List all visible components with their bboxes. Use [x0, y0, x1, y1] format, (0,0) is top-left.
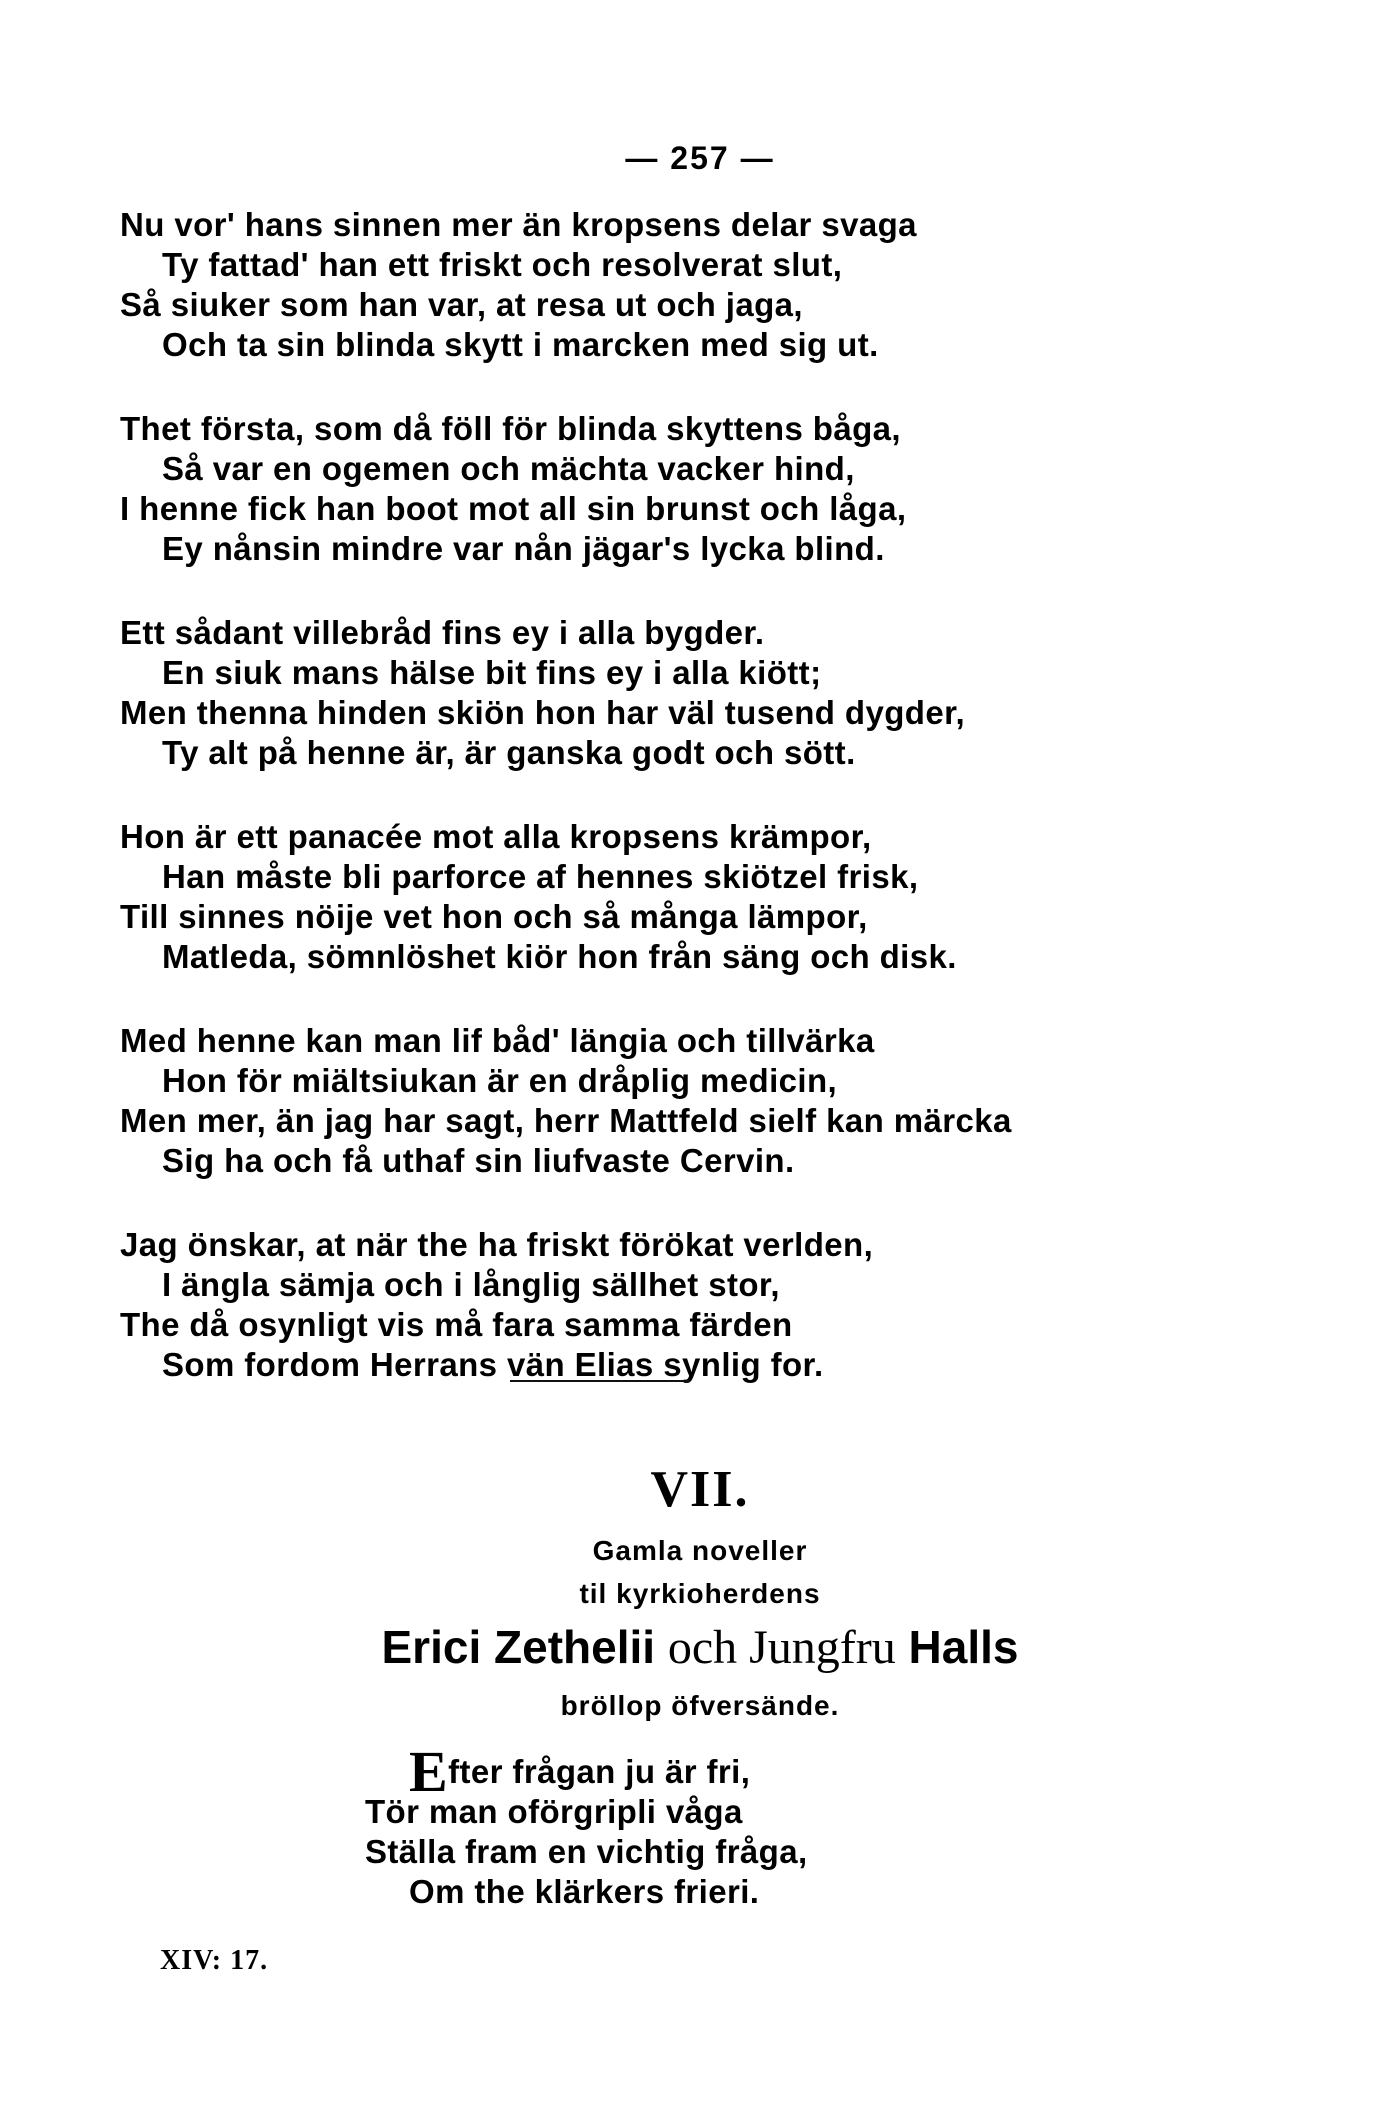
opening-verse	[365, 1739, 1065, 1912]
verse-line: Ett sådant villebråd fins ey i alla bygder.	[120, 614, 765, 651]
name-halls: Halls	[908, 1621, 1019, 1673]
verse-line: Som fordom Herrans vän Elias synlig for.	[162, 1346, 824, 1383]
verse-line: Thet första, som då föll för blinda skyttens båga,	[120, 410, 901, 447]
verse-line: Nu vor' hans sinnen mer än kropsens delar svaga	[120, 206, 917, 243]
verse-line: The då osynligt vis må fara samma färden	[120, 1306, 793, 1343]
verse-line: Och ta sin blinda skytt i marcken med sig ut.	[162, 326, 879, 363]
verse-line	[365, 1739, 1065, 1804]
signature-mark: XIV: 17.	[160, 1945, 269, 1976]
chapter-subtitle: bröllop öfversände.	[560, 1690, 840, 1721]
drop-cap: E	[409, 1739, 449, 1804]
section-divider	[510, 1380, 690, 1382]
chapter-subtitle: til kyrkioherdens	[579, 1578, 821, 1609]
chapter-names	[0, 1620, 1400, 1675]
verse-line: Matleda, sömnlöshet kiör hon från säng och disk.	[162, 938, 957, 975]
verse-line-rest: fter frågan ju är fri,	[448, 1753, 751, 1790]
verse-line: Ty alt på henne är, är ganska godt och sött.	[162, 734, 856, 771]
verse-line: Ey nånsin mindre var nån jägar's lycka blind.	[162, 530, 885, 567]
verse-line: Sig ha och få uthaf sin liufvaste Cervin.	[162, 1142, 795, 1179]
stanza-4	[120, 817, 1320, 977]
verse-line: I ängla sämja och i långlig sällhet stor,	[162, 1266, 780, 1303]
stanza-5	[120, 1021, 1320, 1181]
stanza-1	[120, 205, 1320, 365]
stanza-6	[120, 1225, 1320, 1385]
verse-line: Hon är ett panacée mot alla kropsens krämpor,	[120, 818, 872, 855]
verse-line: Han måste bli parforce af hennes skiötzel frisk,	[162, 858, 919, 895]
verse-line: Så siuker som han var, at resa ut och jaga,	[120, 286, 803, 323]
stanza-2	[120, 409, 1320, 569]
verse-line: Hon för miältsiukan är en dråplig medicin,	[162, 1062, 838, 1099]
chapter-subtitle: Gamla noveller	[592, 1535, 808, 1566]
verse-line: Men mer, än jag har sagt, herr Mattfeld sielf kan märcka	[120, 1102, 1012, 1139]
verse-line: Men thenna hinden skiön hon har väl tusend dygder,	[120, 694, 966, 731]
verse-line: Ställa fram en vichtig fråga,	[365, 1833, 808, 1870]
poem-body	[120, 205, 1320, 1429]
name-conjunction: och Jungfru	[667, 1621, 896, 1674]
verse-line: Så var en ogemen och mächta vacker hind,	[162, 450, 855, 487]
verse-line: Till sinnes nöije vet hon och så många lämpor,	[120, 898, 868, 935]
verse-line: Ty fattad' han ett friskt och resolverat slut,	[162, 246, 843, 283]
verse-line: Med henne kan man lif båd' längia och tillvärka	[120, 1022, 875, 1059]
verse-line: En siuk mans hälse bit fins ey i alla kiött;	[162, 654, 822, 691]
name-zethelii: Erici Zethelii	[381, 1621, 656, 1673]
stanza-3	[120, 613, 1320, 773]
page-number: — 257 —	[625, 140, 775, 176]
chapter-numeral: VII.	[650, 1461, 750, 1518]
verse-line: Jag önskar, at när the ha friskt förökat verlden,	[120, 1226, 874, 1263]
verse-line: I henne fick han boot mot all sin brunst och låga,	[120, 490, 907, 527]
verse-line: Om the klärkers frieri.	[409, 1873, 760, 1910]
verse-line: Tör man oförgripli våga	[365, 1793, 743, 1830]
